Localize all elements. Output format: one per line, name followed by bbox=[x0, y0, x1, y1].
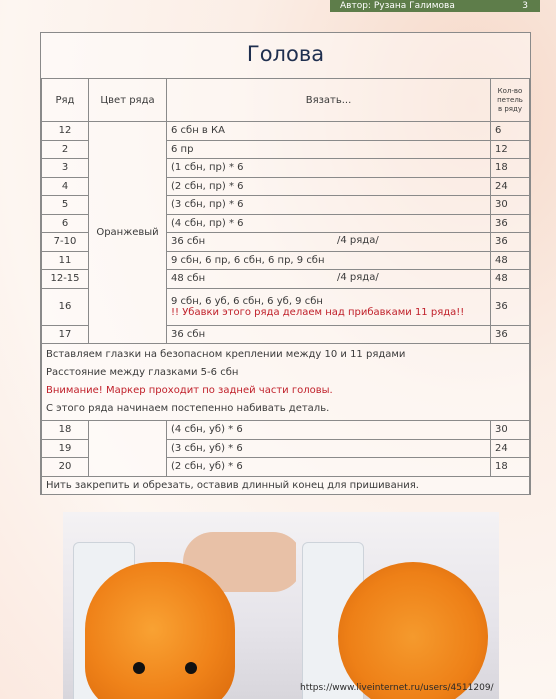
author-label: Автор: Рузана Галимова bbox=[340, 1, 455, 11]
row-work: 9 сбн, 6 пр, 6 сбн, 6 пр, 9 сбн bbox=[167, 251, 491, 270]
row-work: 6 пр bbox=[167, 140, 491, 159]
row-count: 36 bbox=[491, 288, 530, 325]
row-number: 19 bbox=[42, 439, 89, 458]
row-color-empty bbox=[89, 421, 167, 477]
finish-note: Нить закрепить и обрезать, оставив длинный конец для пришивания. bbox=[42, 476, 530, 495]
note-stuffing: С этого ряда начинаем постепенно набивать деталь. bbox=[46, 403, 330, 414]
row-count: 24 bbox=[491, 439, 530, 458]
row-number: 3 bbox=[42, 159, 89, 178]
crochet-head-front bbox=[85, 562, 235, 699]
row-count: 30 bbox=[491, 196, 530, 215]
row-number: 6 bbox=[42, 214, 89, 233]
row-number: 7-10 bbox=[42, 233, 89, 252]
col-color-header: Цвет ряда bbox=[89, 79, 167, 122]
note-warning-marker: Внимание! Маркер проходит по задней части головы. bbox=[46, 385, 333, 396]
pattern-table bbox=[41, 78, 530, 495]
row-work: 36 сбн bbox=[167, 325, 491, 344]
photo-toy-front bbox=[63, 512, 297, 699]
row-work: (3 сбн, пр) * 6 bbox=[167, 196, 491, 215]
row-work: (1 сбн, пр) * 6 bbox=[167, 159, 491, 178]
row-work bbox=[167, 233, 491, 252]
row-count: 18 bbox=[491, 458, 530, 477]
finish-row bbox=[42, 476, 530, 495]
row-count: 12 bbox=[491, 140, 530, 159]
note-eye-distance: Расстояние между глазками 5-6 сбн bbox=[46, 367, 239, 378]
page-title: Голова bbox=[246, 42, 325, 66]
row-number: 16 bbox=[42, 288, 89, 325]
row-count: 48 bbox=[491, 270, 530, 289]
header-bar bbox=[330, 0, 540, 12]
pattern-sheet bbox=[40, 32, 531, 495]
row-work: (2 сбн, пр) * 6 bbox=[167, 177, 491, 196]
notes-row bbox=[42, 344, 530, 421]
row-number: 4 bbox=[42, 177, 89, 196]
row-count: 30 bbox=[491, 421, 530, 440]
table-row bbox=[42, 122, 530, 141]
note-eyes: Вставляем глазки на безопасном креплении между 10 и 11 рядами bbox=[46, 349, 406, 360]
photo-toy-back bbox=[296, 512, 499, 699]
row-number: 12-15 bbox=[42, 270, 89, 289]
row-work-text: 36 сбн bbox=[171, 236, 206, 248]
row-count: 48 bbox=[491, 251, 530, 270]
row-color: Оранжевый bbox=[89, 122, 167, 344]
row-work bbox=[167, 270, 491, 289]
left-eye-bead bbox=[133, 662, 145, 674]
row-count: 6 bbox=[491, 122, 530, 141]
row-repeat-note: /4 ряда/ bbox=[337, 272, 379, 283]
row-count: 36 bbox=[491, 233, 530, 252]
row-number: 12 bbox=[42, 122, 89, 141]
row-work bbox=[167, 288, 491, 325]
row-work: (4 сбн, пр) * 6 bbox=[167, 214, 491, 233]
row-number: 17 bbox=[42, 325, 89, 344]
row-work: (4 сбн, уб) * 6 bbox=[167, 421, 491, 440]
row-number: 18 bbox=[42, 421, 89, 440]
watermark-url: https://www.liveinternet.ru/users/4511209/ bbox=[300, 683, 494, 693]
row-number: 11 bbox=[42, 251, 89, 270]
row-number: 5 bbox=[42, 196, 89, 215]
col-row-header: Ряд bbox=[42, 79, 89, 122]
row-count: 36 bbox=[491, 325, 530, 344]
row-count: 18 bbox=[491, 159, 530, 178]
row-work: (3 сбн, уб) * 6 bbox=[167, 439, 491, 458]
row-work-text: 48 сбн bbox=[171, 273, 206, 285]
row-warning-note: !! Убавки этого ряда делаем над прибавками 11 ряда!! bbox=[171, 306, 465, 318]
row-work-text: 9 сбн, 6 уб, 6 сбн, 6 уб, 9 сбн bbox=[171, 295, 323, 307]
col-count-header: Кол-во петель в ряду bbox=[491, 79, 530, 122]
row-count: 36 bbox=[491, 214, 530, 233]
table-header-row bbox=[42, 79, 530, 122]
row-work: (2 сбн, уб) * 6 bbox=[167, 458, 491, 477]
row-number: 20 bbox=[42, 458, 89, 477]
table-row bbox=[42, 421, 530, 440]
row-count: 24 bbox=[491, 177, 530, 196]
right-eye-bead bbox=[185, 662, 197, 674]
crochet-head-back bbox=[338, 562, 488, 699]
row-repeat-note: /4 ряда/ bbox=[337, 235, 379, 246]
page-number: 3 bbox=[522, 1, 528, 11]
row-number: 2 bbox=[42, 140, 89, 159]
row-work: 6 сбн в КА bbox=[167, 122, 491, 141]
col-work-header: Вязать... bbox=[167, 79, 491, 122]
